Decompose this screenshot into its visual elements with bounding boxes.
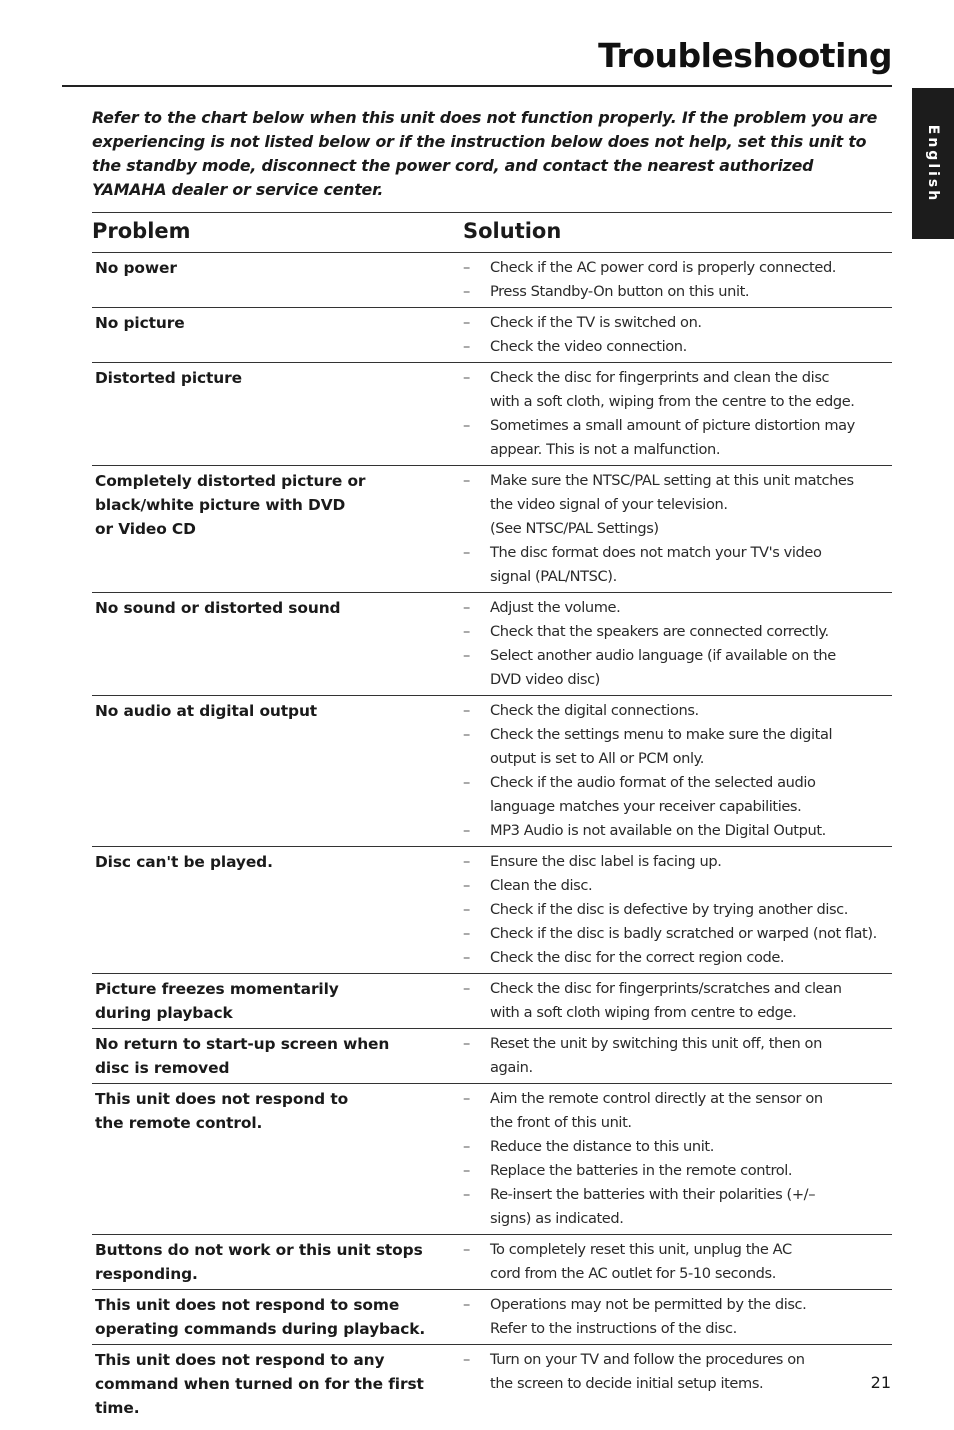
problem-cell: No power [95,259,177,277]
page-number: 21 [870,1373,891,1392]
table-row [92,1029,892,1084]
problem-cell: Buttons do not work or this unit stops responding. [95,1241,423,1283]
solution-cell [463,596,892,692]
dash-bullet: – [463,774,470,791]
solution-item [463,311,892,335]
solution-text: Ensure the disc label is facing up. [490,853,722,870]
problem-cell: No return to start-up screen when disc is removed [95,1035,390,1077]
solution-item [463,644,892,692]
dash-bullet: – [463,702,470,719]
solution-text: MP3 Audio is not available on the Digital Output. [490,822,826,839]
dash-bullet: – [463,1351,470,1368]
solution-text: Check the disc for fingerprints and clean the disc with a soft cloth, wiping from the centre to the edge. [490,369,855,410]
dash-bullet: – [463,599,470,616]
dash-bullet: – [463,877,470,894]
dash-bullet: – [463,1241,470,1258]
solution-item [463,620,892,644]
solution-item [463,1238,892,1286]
solution-text: Re-insert the batteries with their polarities (+/– signs) as indicated. [490,1186,816,1227]
dash-bullet: – [463,283,470,300]
table-header [92,213,892,253]
solution-cell [463,1087,892,1231]
solution-text: Check if the audio format of the selected audio language matches your receiver capabilities. [490,774,816,815]
solution-text: Check if the disc is badly scratched or warped (not flat). [490,925,877,942]
problem-cell: Completely distorted picture or black/white picture with DVD or Video CD [95,472,366,538]
problem-cell: This unit does not respond to the remote control. [95,1090,349,1132]
page-title: Troubleshooting [598,36,892,75]
solution-item [463,1183,892,1231]
dash-bullet: – [463,314,470,331]
solution-text: Sometimes a small amount of picture distortion may appear. This is not a malfunction. [490,417,855,458]
table-row [92,593,892,696]
solution-text: Replace the batteries in the remote control. [490,1162,793,1179]
dash-bullet: – [463,901,470,918]
dash-bullet: – [463,726,470,743]
dash-bullet: – [463,1162,470,1179]
intro-paragraph: Refer to the chart below when this unit does not function properly. If the problem you are experiencing is not listed below or if the instruction below does not help, set this unit to the standby mode, disconnect the power cord, and contact the nearest authorized YAMAHA dealer or service center. [92,108,878,199]
solution-cell [463,1238,892,1286]
solution-item [463,280,892,304]
solution-item [463,922,892,946]
dash-bullet: – [463,1138,470,1155]
solution-text: Check the video connection. [490,338,687,355]
table-row [92,466,892,593]
language-tab-label: English [925,124,941,203]
solution-text: To completely reset this unit, unplug the AC cord from the AC outlet for 5-10 seconds. [490,1241,792,1282]
solution-item [463,335,892,359]
problem-column-header: Problem [92,219,191,243]
problem-cell: This unit does not respond to some operating commands during playback. [95,1296,426,1338]
solution-cell [463,977,892,1025]
solution-text: The disc format does not match your TV's video signal (PAL/NTSC). [490,544,822,585]
solution-cell [463,850,892,970]
solution-item [463,1087,892,1135]
solution-text: Clean the disc. [490,877,593,894]
dash-bullet: – [463,980,470,997]
solution-text: Reset the unit by switching this unit off, then on again. [490,1035,822,1076]
dash-bullet: – [463,1090,470,1107]
solution-text: Check the digital connections. [490,702,699,719]
solution-text: Check if the AC power cord is properly connected. [490,259,837,276]
table-row [92,1235,892,1290]
table-body [92,253,892,1423]
solution-text: Check that the speakers are connected correctly. [490,623,829,640]
problem-cell: This unit does not respond to any command when turned on for the first time. [95,1351,424,1417]
problem-cell: No picture [95,314,185,332]
dash-bullet: – [463,369,470,386]
solution-cell [463,311,892,359]
dash-bullet: – [463,1035,470,1052]
solution-item [463,723,892,771]
dash-bullet: – [463,853,470,870]
table-row [92,1290,892,1345]
solution-text: Make sure the NTSC/PAL setting at this unit matches the video signal of your television. (See NTSC/PAL Settings) [490,472,854,537]
solution-text: Adjust the volume. [490,599,621,616]
dash-bullet: – [463,925,470,942]
solution-text: Operations may not be permitted by the disc. Refer to the instructions of the disc. [490,1296,807,1337]
solution-item [463,469,892,541]
solution-text: Aim the remote control directly at the sensor on the front of this unit. [490,1090,823,1131]
problem-cell: Distorted picture [95,369,242,387]
solution-item [463,414,892,462]
solution-text: Check the settings menu to make sure the digital output is set to All or PCM only. [490,726,833,767]
solution-text: Check if the TV is switched on. [490,314,702,331]
solution-text: Check if the disc is defective by trying another disc. [490,901,849,918]
dash-bullet: – [463,1296,470,1313]
solution-item [463,541,892,589]
solution-cell [463,1293,892,1341]
solution-item [463,977,892,1025]
solution-item [463,596,892,620]
solution-text: Check the disc for the correct region code. [490,949,785,966]
solution-text: Reduce the distance to this unit. [490,1138,714,1155]
table-row [92,696,892,847]
table-row [92,974,892,1029]
solution-cell [463,366,892,462]
dash-bullet: – [463,647,470,664]
solution-item [463,771,892,819]
solution-item [463,1159,892,1183]
table-row [92,308,892,363]
solution-cell [463,699,892,843]
solution-text: Select another audio language (if available on the DVD video disc) [490,647,836,688]
solution-item [463,1293,892,1341]
solution-cell [463,1032,892,1080]
dash-bullet: – [463,259,470,276]
solution-item [463,850,892,874]
solution-cell [463,469,892,589]
solution-item [463,946,892,970]
dash-bullet: – [463,472,470,489]
solution-item [463,1348,892,1396]
solution-column-header: Solution [463,219,562,243]
dash-bullet: – [463,949,470,966]
solution-item [463,366,892,414]
troubleshooting-table [92,212,892,1423]
solution-cell [463,256,892,304]
solution-item [463,898,892,922]
solution-cell [463,1348,892,1420]
problem-cell: No sound or distorted sound [95,599,341,617]
problem-cell: Picture freezes momentarily during playback [95,980,339,1022]
problem-cell: No audio at digital output [95,702,318,720]
solution-text: Turn on your TV and follow the procedures on the screen to decide initial setup items. [490,1351,805,1392]
dash-bullet: – [463,338,470,355]
solution-text: Check the disc for fingerprints/scratches and clean with a soft cloth wiping from centre to edge. [490,980,842,1021]
dash-bullet: – [463,623,470,640]
table-row [92,253,892,308]
problem-cell: Disc can't be played. [95,853,273,871]
table-row [92,363,892,466]
language-tab [912,88,954,239]
solution-item [463,819,892,843]
solution-item [463,874,892,898]
solution-text: Press Standby-On button on this unit. [490,283,750,300]
table-row [92,1084,892,1235]
dash-bullet: – [463,1186,470,1203]
table-row [92,847,892,974]
title-divider [62,85,892,87]
solution-item [463,699,892,723]
dash-bullet: – [463,417,470,434]
solution-item [463,256,892,280]
dash-bullet: – [463,822,470,839]
solution-item [463,1135,892,1159]
solution-item [463,1032,892,1080]
table-row [92,1345,892,1423]
dash-bullet: – [463,544,470,561]
